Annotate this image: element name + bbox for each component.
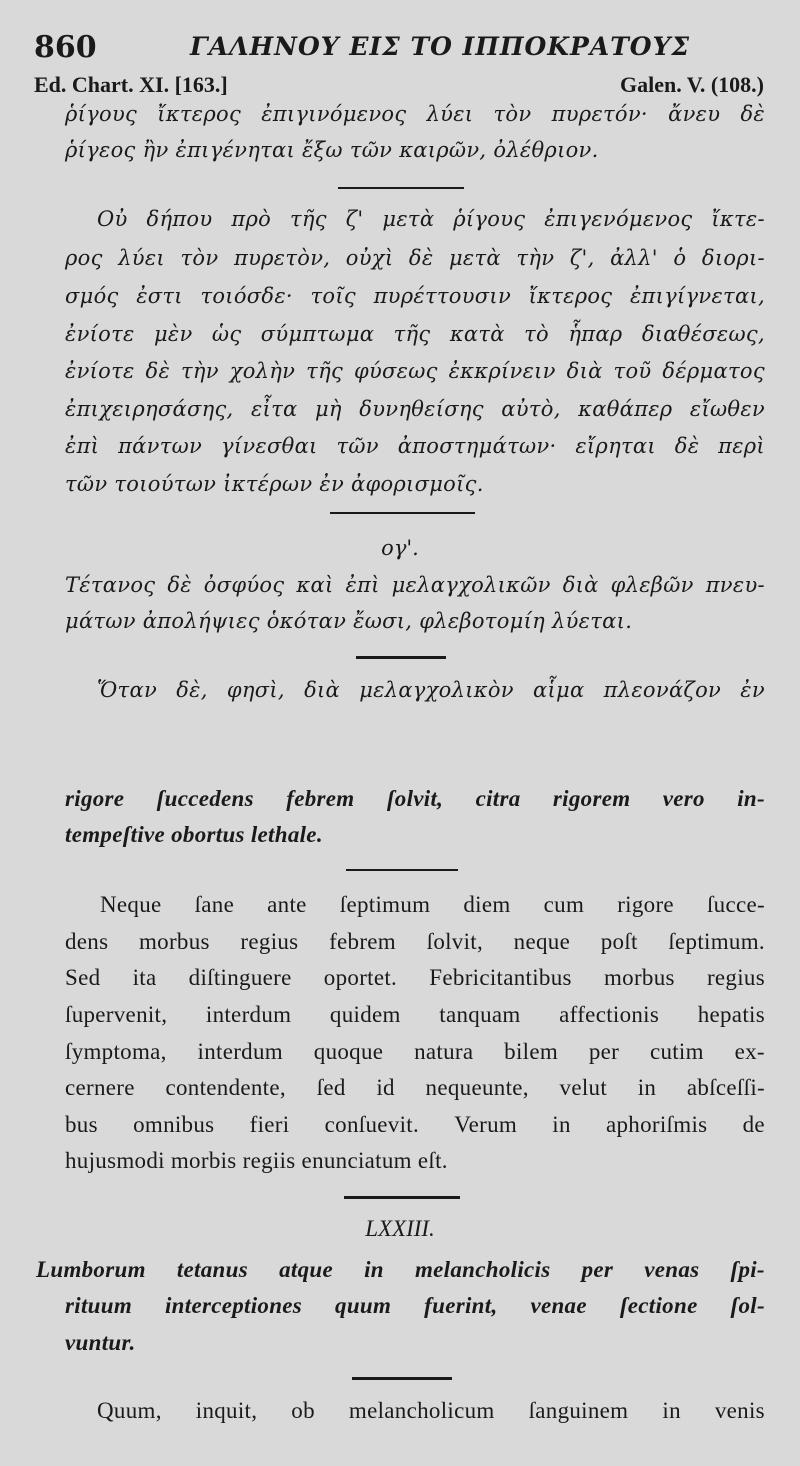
word: ſane [194, 892, 235, 917]
word: ſymptoma, [65, 1039, 167, 1064]
word: τὴν [180, 359, 219, 383]
word: εἴωθεν [689, 397, 765, 421]
word: ſuccedens [156, 786, 254, 811]
latin-commentary-line [65, 929, 765, 955]
word: interdum [197, 1039, 283, 1064]
greek-commentary-line [65, 359, 765, 383]
word: οὐχὶ [345, 246, 394, 270]
word: diem [463, 892, 511, 917]
word: τὸν [493, 102, 532, 126]
word: dens [65, 929, 109, 954]
word: ſolvit, [386, 786, 444, 811]
word: σύμπτωμα [260, 322, 375, 346]
word: ἐπιγενόμενος [544, 207, 693, 231]
word: rigore [65, 786, 125, 811]
word: fuerint, [424, 1293, 498, 1318]
word: contendente, [165, 1075, 286, 1100]
word: χολὴν [229, 359, 296, 383]
latin-aphorism-line: tempeſtive obortus lethale. [65, 822, 323, 847]
word: affectionis [559, 1002, 660, 1027]
word: tanquam [439, 1002, 521, 1027]
latin-aphorism-line [65, 1293, 765, 1319]
word: ἐπὶ [65, 434, 100, 458]
word: ὡς [211, 322, 242, 346]
section-divider [330, 512, 475, 514]
word: cernere [65, 1075, 135, 1100]
word: ἐπιγίγνεται, [629, 284, 765, 308]
word: ἴκτε- [711, 207, 765, 231]
greek-aphorism-line [65, 573, 765, 597]
word: cum [543, 892, 585, 917]
word: venas [644, 1257, 700, 1282]
word: hepatis [697, 1002, 765, 1027]
word: σμός [65, 284, 119, 308]
word: Lumborum [36, 1257, 146, 1282]
word: πυρετὸν, [233, 246, 331, 270]
latin-commentary-line [65, 965, 765, 991]
word: Quum, [97, 1398, 162, 1423]
word: ἐνίοτε [65, 322, 135, 346]
greek-commentary-line [97, 207, 765, 231]
word: ἀποστημάτων· [397, 434, 557, 458]
word: τοῦ [613, 359, 652, 383]
word: interceptiones [164, 1293, 303, 1318]
word: μετὰ [382, 207, 435, 231]
word: καὶ [296, 573, 334, 597]
running-title: ΓΑΛΗΝΟΥ ΕΙΣ ΤΟ ΙΠΠΟΚΡΑΤΟΥΣ [190, 32, 691, 61]
word: rigorem [552, 786, 631, 811]
word: ſupervenit, [65, 1002, 168, 1027]
word: πνευ- [705, 573, 765, 597]
word: in [662, 1398, 681, 1423]
word: εἶτα [250, 397, 298, 421]
section-divider [356, 656, 446, 659]
word: quoque [313, 1039, 384, 1064]
greek-commentary-line [65, 246, 765, 270]
word: poſt [600, 929, 638, 954]
word: ſeptimum [339, 892, 431, 917]
word: ρος [65, 246, 103, 270]
word: φύσεως [353, 359, 438, 383]
word: Verum [454, 1112, 518, 1137]
word: δὲ [145, 359, 171, 383]
word: πλεονάζον [603, 678, 722, 702]
greek-aphorism-line: ῥίγεος ἢν ἐπιγένηται ἔξω τῶν καιρῶν, ὀλέθριον. [65, 138, 599, 162]
latin-aphorism-line: vuntur. [65, 1330, 136, 1355]
word: ἐπὶ [345, 573, 380, 597]
word: δὲ [167, 573, 192, 597]
latin-commentary-line [65, 1039, 765, 1065]
latin-commentary-line: hujusmodi morbis regiis enunciatum eſt. [65, 1148, 448, 1173]
word: oportet. [323, 965, 398, 990]
latin-commentary-line [65, 1075, 765, 1101]
word: ἐστι [136, 284, 183, 308]
word: diſtinguere [188, 965, 292, 990]
word: δὲ [740, 102, 765, 126]
word: μετὰ [448, 246, 501, 270]
latin-commentary-line [100, 892, 765, 918]
word: τὸ [524, 322, 549, 346]
word: Febricitantibus [429, 965, 572, 990]
word: ἐπιγινόμενος [261, 102, 407, 126]
word: venae [530, 1293, 587, 1318]
greek-commentary-line [65, 284, 765, 308]
word: ob [291, 1398, 315, 1423]
word: πυρετόν· [551, 102, 648, 126]
word: μελαγχολικὸν [359, 678, 514, 702]
section-divider [352, 1377, 452, 1380]
word: πάντων [118, 434, 203, 458]
word: ζ' [345, 207, 364, 231]
word: καθάπερ [578, 397, 673, 421]
galen-reference: Galen. V. (108.) [619, 72, 764, 97]
word: ῥίγους [453, 207, 526, 231]
word: δυνηθείσης [359, 397, 484, 421]
word: δὲ [674, 434, 700, 458]
word: ἀλλ' [610, 246, 658, 270]
word: ſanguinem [528, 1398, 629, 1423]
word: melancholicum [348, 1398, 495, 1423]
word: φησὶ, [226, 678, 285, 702]
word: τῆς [393, 322, 431, 346]
greek-aphorism-line: μάτων ἀπολήψιες ὁκόταν ἔωσι, φλεβοτομίη λύεται. [65, 609, 633, 633]
greek-section-number: ογ'. [381, 536, 419, 560]
word: διορι- [701, 246, 765, 270]
word: ὁ [673, 246, 687, 270]
word: rituum [65, 1293, 133, 1318]
word: δέρματος [662, 359, 765, 383]
word: in- [737, 786, 765, 811]
word: τὴν [516, 246, 555, 270]
word: abſceſſi- [686, 1075, 765, 1100]
word: venis [714, 1398, 765, 1423]
word: γίνεσθαι [220, 434, 318, 458]
word: ſeptimum. [668, 929, 765, 954]
word: ἐκκρίνειν [448, 359, 556, 383]
word: de [742, 1112, 765, 1137]
word: τῶν [336, 434, 379, 458]
word: nequeunte, [425, 1075, 529, 1100]
word: per [581, 1257, 614, 1282]
latin-aphorism-line [36, 1257, 765, 1283]
greek-commentary-line: τῶν τοιούτων ἰκτέρων ἐν ἀφορισμοῖς. [65, 472, 484, 496]
word: μελαγχολικῶν [391, 573, 551, 597]
word: bilem [504, 1039, 559, 1064]
word: tetanus [176, 1257, 248, 1282]
section-divider [344, 1196, 460, 1199]
greek-commentary-line [65, 397, 765, 421]
word: δὲ [408, 246, 434, 270]
word: λύει [118, 246, 165, 270]
word: citra [475, 786, 521, 811]
word: ſol- [730, 1293, 765, 1318]
word: per [588, 1039, 620, 1064]
greek-aphorism-line [65, 102, 765, 126]
word: ἄνευ [668, 102, 721, 126]
section-divider [346, 869, 458, 871]
word: ἴκτερος [157, 102, 242, 126]
word: τῆς [289, 207, 327, 231]
word: cutim [649, 1039, 704, 1064]
word: velut [559, 1075, 608, 1100]
word: διὰ [566, 359, 603, 383]
word: ἴκτερος [528, 284, 613, 308]
greek-commentary-start [97, 678, 765, 702]
word: morbus [138, 929, 210, 954]
word: melancholicis [414, 1257, 551, 1282]
word: Τέτανος [65, 573, 156, 597]
word: πυρέττουσιν [373, 284, 512, 308]
word: regius [240, 929, 299, 954]
word: morbus [603, 965, 675, 990]
word: ſucce- [706, 892, 765, 917]
word: τοῖς [310, 284, 356, 308]
word: in [637, 1075, 657, 1100]
word: febrem [329, 929, 396, 954]
section-divider [338, 187, 464, 189]
greek-commentary-line [65, 322, 765, 346]
word: ita [132, 965, 157, 990]
word: bus [65, 1112, 98, 1137]
word: natura [414, 1039, 474, 1064]
word: αἷμα [533, 678, 585, 702]
word: omnibus [133, 1112, 215, 1137]
word: τῆς [306, 359, 344, 383]
word: αὐτὸ, [501, 397, 561, 421]
word: in [364, 1257, 384, 1282]
word: Neque [100, 892, 162, 917]
word: Sed [65, 965, 101, 990]
word: ἐν [740, 678, 765, 702]
word: interdum [205, 1002, 292, 1027]
word: διὰ [304, 678, 341, 702]
word: conſuevit. [324, 1112, 420, 1137]
word: inquit, [195, 1398, 258, 1423]
word: δήπου [146, 207, 213, 231]
word: περὶ [718, 434, 765, 458]
word: ὀσφύος [203, 573, 285, 597]
word: ſectione [619, 1293, 698, 1318]
word: ſolvit, [426, 929, 484, 954]
word: regius [706, 965, 765, 990]
word: διὰ [562, 573, 599, 597]
word: atque [279, 1257, 333, 1282]
word: ἐπιχειρησάσης, [65, 397, 234, 421]
word: ſed [316, 1075, 346, 1100]
word: ῥίγους [65, 102, 138, 126]
word: ex- [734, 1039, 765, 1064]
word: id [376, 1075, 395, 1100]
word: μὴ [314, 397, 342, 421]
latin-commentary-line [65, 1112, 765, 1138]
word: ἧπαρ [568, 322, 623, 346]
greek-commentary-line [65, 434, 765, 458]
word: δὲ, [176, 678, 208, 702]
word: aphoriſmis [606, 1112, 708, 1137]
word: φλεβῶν [610, 573, 694, 597]
word: vero [662, 786, 705, 811]
edition-reference: Ed. Chart. XI. [163.] [34, 72, 228, 97]
page-number: 860 [34, 30, 97, 65]
word: fieri [249, 1112, 290, 1137]
latin-commentary-start [97, 1398, 765, 1424]
word: λύει [426, 102, 474, 126]
word: ζ', [569, 246, 595, 270]
word: in [552, 1112, 571, 1137]
word: πρὸ [231, 207, 272, 231]
word: διαθέσεως, [641, 322, 765, 346]
word: quum [335, 1293, 392, 1318]
latin-commentary-line [65, 1002, 765, 1028]
word: Οὐ [97, 207, 128, 231]
word: Ὅταν [97, 678, 158, 702]
word: μὲν [153, 322, 193, 346]
latin-aphorism-line [65, 786, 765, 812]
word: ſpi- [730, 1257, 765, 1282]
word: τοιόσδε· [200, 284, 293, 308]
word: τὸν [180, 246, 219, 270]
word: ante [267, 892, 307, 917]
word: κατὰ [449, 322, 505, 346]
word: neque [513, 929, 571, 954]
word: rigore [617, 892, 674, 917]
word: ἐνίοτε [65, 359, 135, 383]
word: εἴρηται [575, 434, 656, 458]
latin-section-number: LXXIII. [365, 1216, 435, 1241]
word: quidem [329, 1002, 401, 1027]
word: febrem [286, 786, 355, 811]
